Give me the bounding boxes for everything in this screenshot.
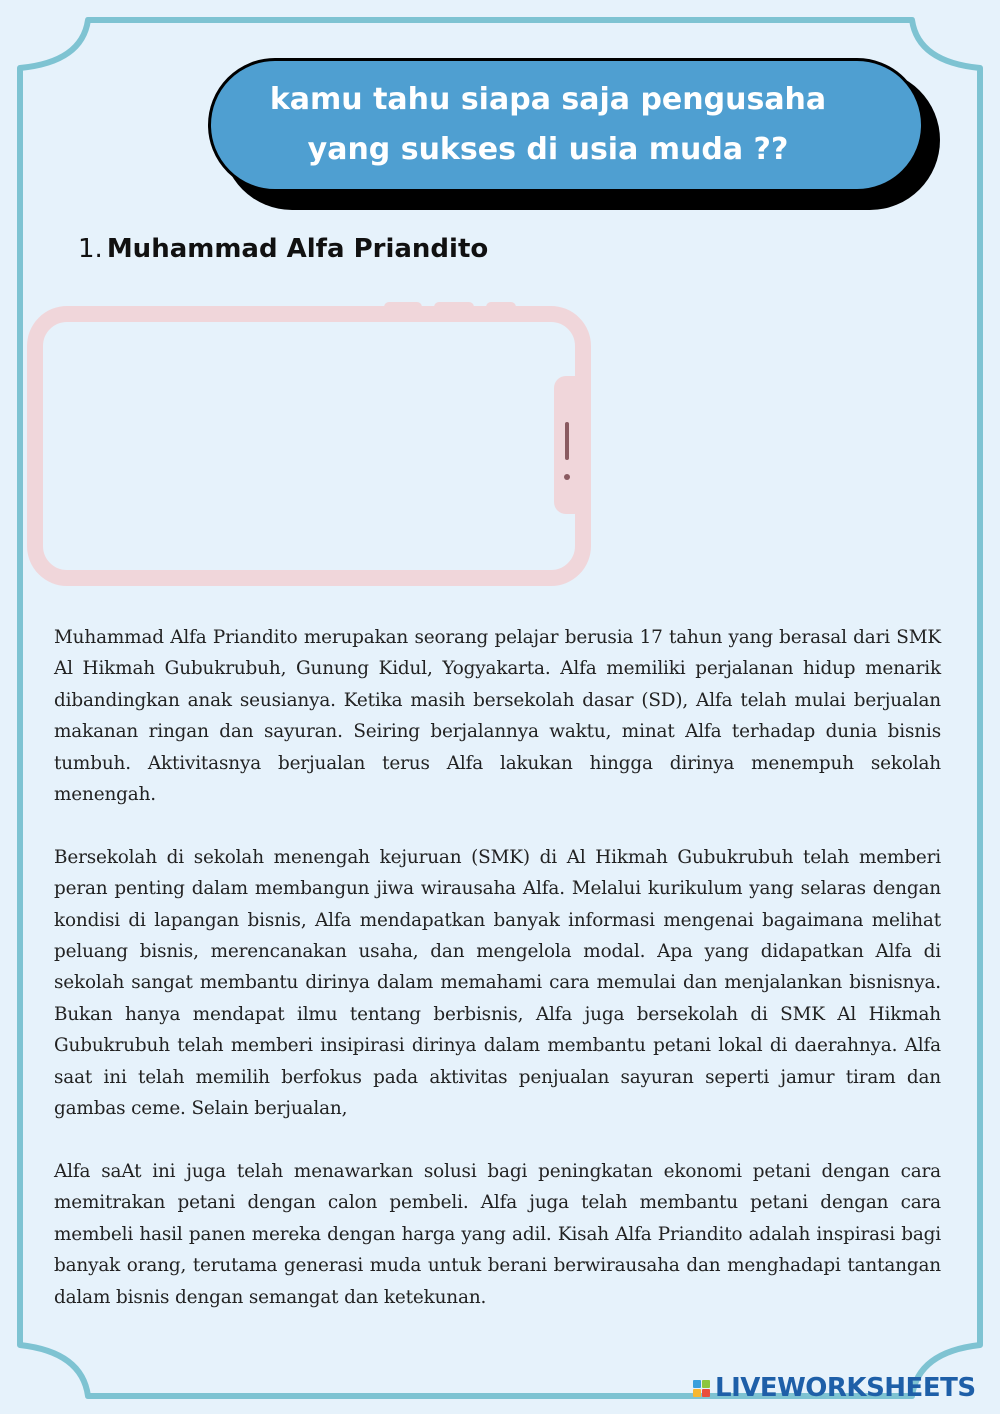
entrepreneur-heading bbox=[78, 234, 488, 264]
phone-frame bbox=[35, 314, 583, 578]
phone-mockup bbox=[20, 296, 600, 596]
title-banner bbox=[208, 58, 924, 192]
paragraph-3: Alfa saAt ini juga telah menawarkan solusi bagi peningkatan ekonomi petani dengan cara memitrakan petani dengan calon pembeli. Alfa juga telah membantu petani dengan cara membeli hasil panen mereka dengan harga yang adil. Kisah Alfa Priandito adalah inspirasi bagi banyak orang, terutama generasi muda untuk berani berwirausaha dan menghadapi tantangan dalam bisnis dengan semangat dan ketekunan. bbox=[54, 1160, 941, 1308]
banner-line-1: kamu tahu siapa saja pengusaha bbox=[269, 82, 827, 117]
entrepreneur-name: Muhammad Alfa Priandito bbox=[106, 234, 489, 264]
heading-number: 1. bbox=[78, 234, 103, 264]
phone-notch-line bbox=[565, 422, 569, 460]
banner-line-2: yang sukses di usia muda ?? bbox=[307, 132, 789, 167]
liveworksheets-logo bbox=[693, 1372, 976, 1404]
phone-notch-dot bbox=[564, 474, 570, 480]
liveworksheets-icon bbox=[693, 1380, 710, 1397]
paragraph-1: Muhammad Alfa Priandito merupakan seorang pelajar berusia 17 tahun yang berasal dari SMK Al Hikmah Gubukrubuh, Gunung Kidul, Yogyakarta. Alfa memiliki perjalanan hidup menarik dibandingkan anak seusianya. Ketika masih bersekolah dasar (SD), Alfa telah mulai berjualan makanan ringan dan sayuran. Seiring berjalannya waktu, minat Alfa terhadap dunia bisnis tumbuh. Aktivitasnya berjualan terus Alfa lakukan hingga dirinya menempuh sekolah menengah. bbox=[54, 627, 941, 806]
paragraph-2: Bersekolah di sekolah menengah kejuruan (SMK) di Al Hikmah Gubukrubuh telah memberi peran penting dalam membangun jiwa wirausaha Alfa. Melalui kurikulum yang selaras dengan kondisi di lapangan bisnis, Alfa mendapatkan banyak informasi mengenai bagaimana melihat peluang bisnis, merencanakan usaha, dan mengelola modal. Apa yang didapatkan Alfa di sekolah sangat membantu dirinya dalam memahami cara memulai dan menjalankan bisnisnya. Bukan hanya mendapat ilmu tentang berbisnis, Alfa juga bersekolah di SMK Al Hikmah Gubukrubuh telah memberi insipirasi dirinya dalam membantu petani lokal di daerahnya. Alfa saat ini telah memilih berfokus pada aktivitas penjualan sayuran seperti jamur tiram dan gambas ceme. Selain berjualan, bbox=[54, 846, 941, 1120]
phone-notch bbox=[554, 376, 588, 514]
article-body bbox=[54, 622, 941, 1344]
liveworksheets-wordmark: LIVEWORKSHEETS bbox=[715, 1373, 976, 1403]
